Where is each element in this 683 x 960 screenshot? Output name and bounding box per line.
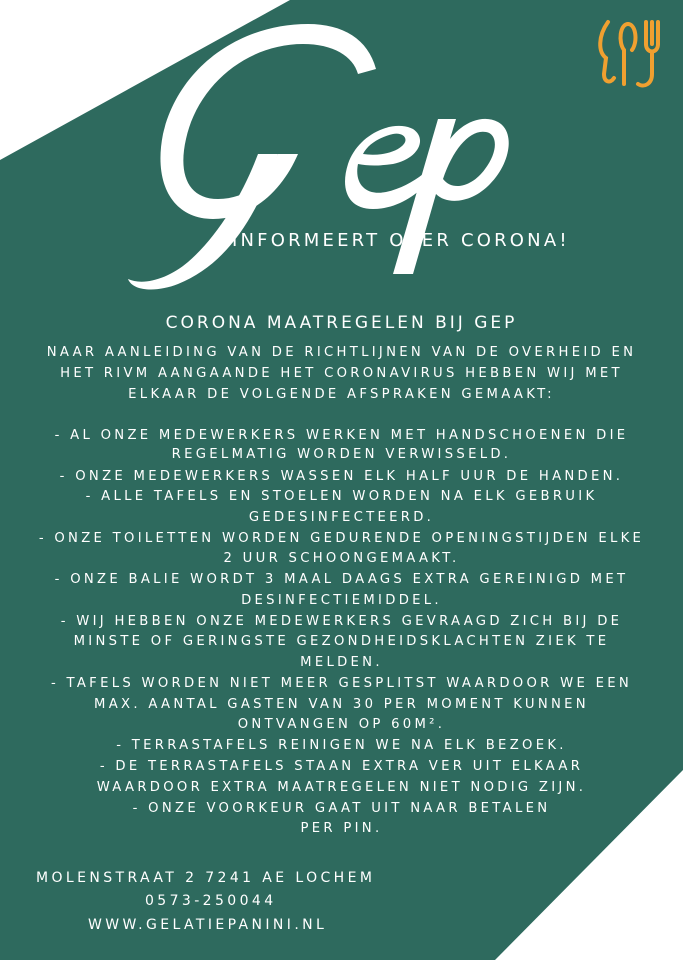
measure-line: ONTVANGEN OP 60M². xyxy=(237,717,446,732)
measure-line: - ONZE MEDEWERKERS WASSEN ELK HALF UUR DE HANDEN. xyxy=(59,469,624,484)
measure-line: - ALLE TAFELS EN STOELEN WORDEN NA ELK GEBRUIK xyxy=(85,489,598,504)
intro-line: NAAR AANLEIDING VAN DE RICHTLIJNEN VAN DE OVERHEID EN xyxy=(46,345,637,360)
measure-line: MINSTE OF GERINGSTE GEZONDHEIDSKLACHTEN ZIEK TE xyxy=(73,634,610,649)
measure-line: PER PIN. xyxy=(300,821,383,836)
measure-line: WAARDOOR EXTRA MAATREGELEN NIET NODIG ZIJN. xyxy=(96,780,587,795)
measure-line: - ONZE BALIE WORDT 3 MAAL DAAGS EXTRA GEREINIGD MET xyxy=(54,572,629,587)
measure-line: MELDEN. xyxy=(300,655,383,670)
measure-line: - TAFELS WORDEN NIET MEER GESPLITST WAARDOOR WE EEN xyxy=(50,676,633,691)
measure-line: - ONZE TOILETTEN WORDEN GEDURENDE OPENINGSTIJDEN ELKE xyxy=(38,531,645,546)
phone-text[interactable]: 0573-250044 xyxy=(145,893,277,909)
intro-line: ELKAAR DE VOLGENDE AFSPRAKEN GEMAAKT: xyxy=(128,387,555,402)
measure-line: REGELMATIG WORDEN VERWISSELD. xyxy=(171,447,512,462)
measure-line: - AL ONZE MEDEWERKERS WERKEN MET HANDSCHOENEN DIE xyxy=(54,428,629,443)
measure-line: - WIJ HEBBEN ONZE MEDEWERKERS GEVRAAGD ZICH BIJ DE xyxy=(60,614,623,629)
measure-line: - TERRASTAFELS REINIGEN WE NA ELK BEZOEK. xyxy=(116,738,567,753)
headline: INFORMEERT OVER CORONA! xyxy=(232,230,570,251)
gep-logo xyxy=(118,14,518,294)
measure-line: - ONZE VOORKEUR GAAT UIT NAAR BETALEN xyxy=(132,801,551,816)
intro-line: HET RIVM AANGAANDE HET CORONAVIRUS HEBBEN WIJ MET xyxy=(60,366,623,381)
website-link[interactable]: WWW.GELATIEPANINI.NL xyxy=(88,917,328,933)
measure-line: DESINFECTIEMIDDEL. xyxy=(241,593,442,608)
measure-line: GEDESINFECTEERD. xyxy=(248,510,435,525)
address-text: MOLENSTRAAT 2 7241 AE LOCHEM xyxy=(36,870,376,886)
measure-line: - DE TERRASTAFELS STAAN EXTRA VER UIT ELKAAR xyxy=(99,759,584,774)
fork-spoon-knife-icon xyxy=(594,14,666,94)
measure-line: 2 UUR SCHOONGEMAAKT. xyxy=(223,551,460,566)
subtitle: CORONA MAATREGELEN BIJ GEP xyxy=(165,313,518,333)
measure-line: MAX. AANTAL GASTEN VAN 30 PER MOMENT KUNNEN xyxy=(94,697,589,712)
